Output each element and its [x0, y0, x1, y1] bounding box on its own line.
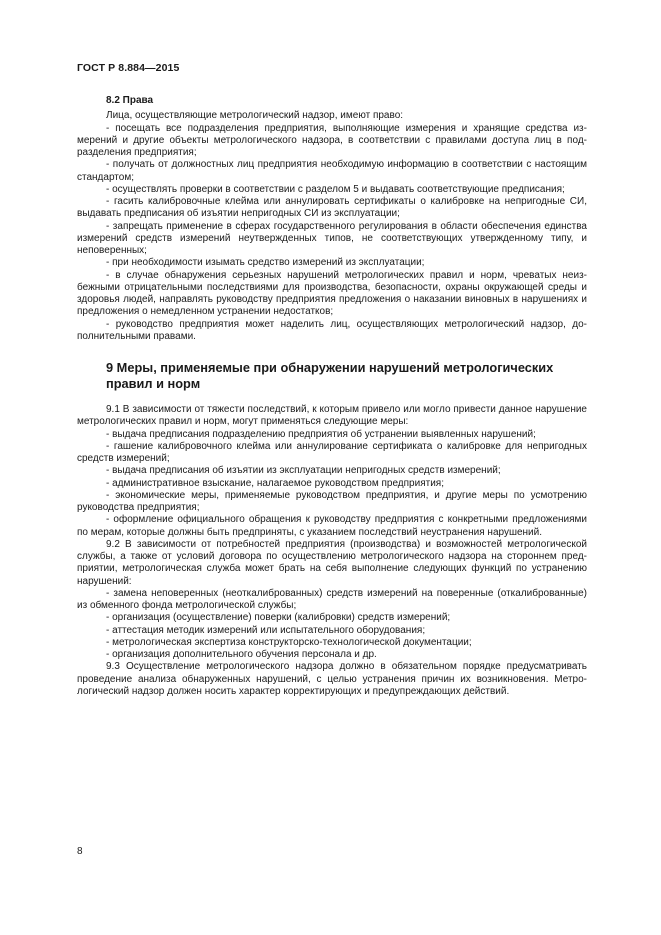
list-item: - при необходимости изымать средство измерений из эксплуатации; [106, 257, 425, 269]
list-item: - выдача предписания подразделению предприятия об устранении выявленных нарушений; [106, 428, 536, 440]
page-content [77, 95, 587, 698]
subsection-title: 8.2 Права [106, 95, 154, 106]
section-title-line: 9 Меры, применяемые при обнаружении нарушений метрологических [106, 360, 554, 375]
list-item: - организация (осуществление) поверки (калибровки) средств измерений; [106, 612, 451, 624]
list-item: - замена неповеренных (неоткалиброванных) средств измерений на поверенные (откалиброванные) из обменного фонда метрологической службы; [77, 587, 587, 611]
list-item: - организация дополнительного обучения персонала и др. [106, 649, 377, 660]
list-item: - запрещать применение в сферах государственного регулирования в области обеспечения единства измерений средств измерений неутвержденных типов, не соответствующих утвержденному типу, и неповеренных; [77, 220, 587, 256]
list-item: - метрологическая экспертиза конструкторско-технологической документации; [106, 636, 472, 648]
section-title-line: правил и норм [106, 376, 201, 391]
list-item: - осуществлять проверки в соответствии с разделом 5 и выдавать соответствующие предписания; [106, 183, 565, 195]
list-item: - экономические меры, применяемые руководством предприятия, и другие меры по усмотрению руководства предприятия; [77, 489, 587, 513]
paragraph: Лица, осуществляющие метрологический надзор, имеют право: [106, 110, 404, 122]
list-item: - в случае обнаружения серьезных нарушений метрологических правил и норм, чреватых неизбежными отрицательными последствиями для производства, безопасности, охраны окружающей среды и здоровья людей, направлять руководству предприятия предложения о наказании виновных в нарушениях и предложения о немедленном устранении недостатков; [77, 269, 587, 318]
paragraph: 9.1 В зависимости от тяжести последствий, к которым привело или могло привести данное нарушение метрологических правил и норм, могут применяться следующие меры: [77, 404, 587, 428]
page-number: 8 [77, 846, 83, 857]
list-item: - аттестация методик измерений или испытательного оборудования; [106, 624, 426, 636]
list-item: - гашение калибровочного клейма или аннулирование сертификата о калибровке для непригодных средств измерений; [77, 440, 587, 464]
paragraph: 9.3 Осуществление метрологического надзора должно в обязательном порядке предусматривать проведение анализа обнаруженных нарушений, с целью устранения причин их возникновения. Метрологический надзор должен носить характер корректирующих и предупреждающих действий. [77, 661, 587, 697]
list-item: - руководство предприятия может наделить лиц, осуществляющих метрологический надзор, дополнительными правами. [77, 318, 587, 342]
paragraph: 9.2 В зависимости от потребностей предприятия (производства) и возможностей метрологической службы, а также от условий договора по осуществлению метрологического надзора на стороннем предприятии, метрологическая служба может брать на себя выполнение следующих функций по устранению нарушений: [77, 538, 587, 587]
list-item: - получать от должностных лиц предприятия необходимую информацию в соответствии с настоящим стандартом; [77, 159, 587, 183]
list-item: - административное взыскание, налагаемое руководством предприятия; [106, 477, 444, 489]
document-header: ГОСТ Р 8.884—2015 [77, 62, 180, 74]
list-item: - выдача предписания об изъятии из эксплуатации непригодных средств измерений; [106, 465, 501, 477]
list-item: - посещать все подразделения предприятия, выполняющие измерения и хранящие средства измерений и другие объекты метрологического надзора, в соответствии с правилами доступа лиц в подразделения предприятия; [77, 122, 587, 158]
list-item: - оформление официального обращения к руководству предприятия с конкретными предложениями по мерам, которые должны быть предприняты, с указанием последствий неустранения нарушений. [77, 514, 587, 538]
section-title [77, 360, 587, 392]
list-item: - гасить калибровочные клейма или аннулировать сертификаты о калибровке на непригодные СИ, выдавать предписания об изъятии непригодных СИ из эксплуатации; [77, 196, 587, 220]
